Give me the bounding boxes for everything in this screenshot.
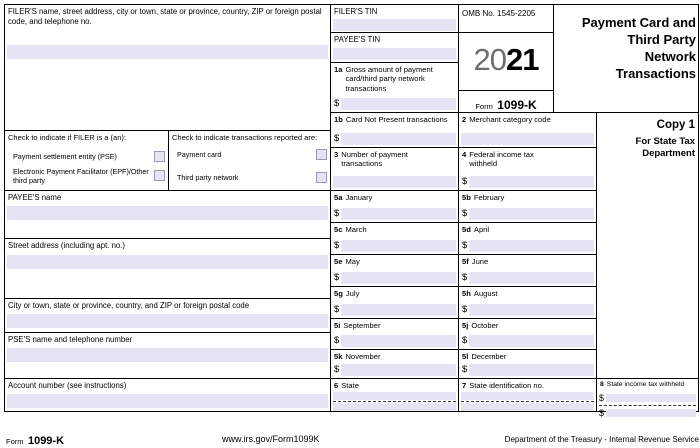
month-label-row [462,225,593,234]
footer-form-id: 1099-K [27,435,65,447]
dollar-sign: $ [462,208,468,219]
tax-year [462,44,550,75]
payee-tin-label: PAYEE'S TIN [334,35,381,44]
box-number: 1a [334,65,343,74]
box-4-label-row [462,150,593,169]
amount-row [334,133,456,145]
october-input[interactable] [469,335,594,347]
city-label: City or town, state or province, country, and ZIP or foreign postal code [8,301,250,310]
state-input-1[interactable] [333,392,456,400]
box-label: Card Not Present transactions [345,115,448,124]
dollar-sign: $ [334,335,340,346]
form-number: 1099-K [497,98,537,112]
footer-agency: Department of the Treasury - Internal Revenue Service [504,435,699,444]
box-label: January [345,193,373,202]
dollar-sign: $ [334,133,340,144]
july-input[interactable] [341,304,456,316]
amount-row [334,208,456,220]
box-5e-may [331,255,459,287]
box-label: February [473,193,505,202]
box-number: 5f [462,257,469,266]
box-5g-july [331,287,459,319]
copy-designation-area [597,113,698,379]
month-label-row [334,225,455,234]
account-number-label: Account number (see instructions) [8,381,127,390]
payment-card-checkbox[interactable] [316,149,327,160]
form-word: Form [475,102,493,111]
box-3-label-row [334,150,455,169]
pse-checkbox[interactable] [154,151,165,162]
box-1b-card-not-present [331,113,459,148]
filer-type-group [5,131,169,191]
box-5b-february [459,191,597,223]
june-input[interactable] [469,272,594,284]
pse-option [8,151,165,162]
january-input[interactable] [341,208,456,220]
december-input[interactable] [469,364,594,376]
box-7-label-row [462,381,593,390]
august-input[interactable] [469,304,594,316]
filer-tin-box [331,5,459,33]
box-number: 4 [462,150,467,159]
box-6-label-row [334,381,455,390]
dollar-sign: $ [462,272,468,283]
transaction-type-group [169,131,331,191]
month-label-row [462,352,593,361]
third-party-network-checkbox[interactable] [316,172,327,183]
filer-type-group-label: Check to indicate if FILER is a (an): [8,133,126,142]
state-row-2 [333,402,456,412]
footer-url: www.irs.gov/Form1099K [222,434,320,444]
box-label: Federal income tax withheld [469,150,534,169]
copy-label: Copy 1 [656,119,695,131]
third-party-network-option [172,172,327,183]
dollar-sign: $ [334,304,340,315]
pse-option-label: Payment settlement entity (PSE) [13,151,117,161]
month-label-row [462,193,593,202]
state-rows [333,391,456,409]
box-label: November [345,352,381,361]
payee-name-input[interactable] [7,206,328,220]
dollar-sign: $ [334,240,340,251]
street-address-input[interactable] [7,255,328,269]
federal-tax-input[interactable] [469,176,594,188]
form-title-box [554,5,698,113]
box-2-label-row [462,115,593,124]
amount-row [462,364,594,376]
account-number-box [5,379,331,411]
omb-number: OMB No. 1545-2205 [462,9,536,18]
card-not-present-input[interactable] [341,133,456,145]
box-5h-august [459,287,597,319]
form-number-box [459,91,554,113]
box-label: Merchant category code [469,115,551,124]
box-label: State [341,381,359,390]
month-label-row [334,193,455,202]
footer-form-number [6,431,64,448]
month-label-row [334,257,455,266]
month-label-row [462,321,593,330]
filer-info-box [5,5,331,131]
filer-tin-input[interactable] [333,19,456,31]
form-title: Payment Card and Third Party Network Transactions [581,15,696,81]
box-number: 7 [462,381,467,390]
box-2-merchant-category [459,113,597,148]
box-7-state-id [459,379,597,411]
march-input[interactable] [341,240,456,252]
account-number-input[interactable] [7,394,328,408]
state-tax-input-1[interactable] [606,394,696,402]
copy-sub-label: For State Tax Department [635,136,695,160]
epf-option [8,167,165,185]
amount-row [462,304,594,316]
box-number: 5e [334,257,343,266]
city-input[interactable] [7,314,328,328]
state-tax-rows [599,391,696,418]
box-5l-december [459,350,597,379]
state-id-input-2[interactable] [461,403,594,411]
box-1a-gross-amount [331,63,459,113]
box-label: December [471,352,507,361]
amount-row [334,335,456,347]
box-5i-september [331,319,459,350]
state-id-row-1 [461,391,594,402]
state-row-1 [333,391,456,402]
amount-row [462,208,594,220]
box-label: October [471,321,499,330]
pse-name-box [5,333,331,379]
num-transactions-input[interactable] [333,176,456,188]
payee-name-label: PAYEE'S name [8,193,62,202]
box-5j-october [459,319,597,350]
box-label: State identification no. [469,381,544,390]
month-label-row [334,289,455,298]
pse-name-label: PSE'S name and telephone number [8,335,133,344]
state-id-row-2 [461,402,594,412]
dollar-sign: $ [462,364,468,375]
form-1099k [4,4,699,418]
merchant-category-input[interactable] [461,133,594,145]
box-label: September [343,321,381,330]
box-number: 5j [462,321,469,330]
box-1a-label-row [334,65,455,93]
box-label: State income tax withheld [606,381,685,388]
box-number: 5c [334,225,343,234]
form-footer [4,430,699,446]
street-address-label: Street address (including apt. no.) [8,241,126,250]
payee-name-box [5,191,331,239]
dollar-sign: $ [462,176,468,187]
payee-tin-input[interactable] [333,48,456,60]
box-1b-label-row [334,115,455,124]
box-5d-april [459,223,597,255]
amount-row [462,272,594,284]
filer-tin-label: FILER'S TIN [334,7,378,16]
month-label-row [462,257,593,266]
epf-option-label: Electronic Payment Facilitator (EPF)/Other third party [13,166,149,185]
street-address-box [5,239,331,299]
may-input[interactable] [341,272,456,284]
amount-row [334,304,456,316]
dollar-sign: $ [599,393,605,403]
amount-row [334,272,456,284]
amount-row [462,335,594,347]
dollar-sign: $ [462,304,468,315]
dollar-sign: $ [334,208,340,219]
state-tax-row-2 [599,406,696,420]
gross-amount-input[interactable] [341,98,456,110]
amount-row [462,240,594,252]
dollar-sign: $ [334,98,340,109]
state-id-input-1[interactable] [461,392,594,400]
box-label: June [471,257,489,266]
dollar-sign: $ [334,272,340,283]
state-id-rows [461,391,594,409]
november-input[interactable] [341,364,456,376]
state-input-2[interactable] [333,403,456,411]
month-label-row [334,321,455,330]
box-number: 5i [334,321,341,330]
filer-info-label: FILER'S name, street address, city or town, state or province, country, ZIP or foreign postal code, and telephone no. [8,7,322,26]
box-label: April [473,225,490,234]
box-number: 2 [462,115,467,124]
amount-row [334,364,456,376]
year-prefix: 20 [473,42,506,77]
box-3-number-of-transactions [331,148,459,191]
month-label-row [334,352,455,361]
tax-year-box [459,33,554,91]
epf-other-checkbox[interactable] [154,170,165,181]
footer-form-word: Form [6,437,24,446]
third-party-network-option-label: Third party network [177,172,239,182]
omb-box [459,5,554,33]
box-label: August [473,289,498,298]
pse-name-input[interactable] [7,348,328,362]
filer-info-input[interactable] [7,45,328,59]
payment-card-option [172,149,327,160]
state-tax-input-2[interactable] [606,409,696,417]
amount-row [462,176,594,188]
city-box [5,299,331,333]
dollar-sign: $ [462,240,468,251]
transaction-group-label: Check to indicate transactions reported are: [172,133,318,142]
month-label-row [462,289,593,298]
box-number: 5g [334,289,343,298]
box-label: March [345,225,367,234]
payee-tin-box [331,33,459,63]
year-suffix: 21 [506,42,539,77]
box-4-federal-tax-withheld [459,148,597,191]
state-tax-row-1 [599,391,696,406]
box-number: 5k [334,352,343,361]
box-5c-march [331,223,459,255]
box-number: 6 [334,381,339,390]
payment-card-option-label: Payment card [177,149,222,159]
box-number: 8 [600,381,604,388]
box-number: 5d [462,225,471,234]
february-input[interactable] [469,208,594,220]
amount-row [334,98,456,110]
box-number: 5b [462,193,471,202]
box-number: 5a [334,193,343,202]
box-number: 5h [462,289,471,298]
september-input[interactable] [341,335,456,347]
dollar-sign: $ [462,335,468,346]
box-5k-november [331,350,459,379]
box-5a-january [331,191,459,223]
dollar-sign: $ [334,364,340,375]
amount-row [334,240,456,252]
dollar-sign: $ [599,408,605,418]
box-label: May [345,257,360,266]
box-6-state [331,379,459,411]
form-number-line [462,96,550,114]
box-8-label-row [600,381,695,389]
april-input[interactable] [469,240,594,252]
box-label: July [345,289,360,298]
box-number: 1b [334,115,343,124]
box-5f-june [459,255,597,287]
box-number: 5l [462,352,469,361]
box-number: 3 [334,150,339,159]
box-label: Number of payment transactions [341,150,408,169]
box-8-state-income-tax [597,379,698,418]
box-label: Gross amount of payment card/third party network transactions [345,65,433,93]
